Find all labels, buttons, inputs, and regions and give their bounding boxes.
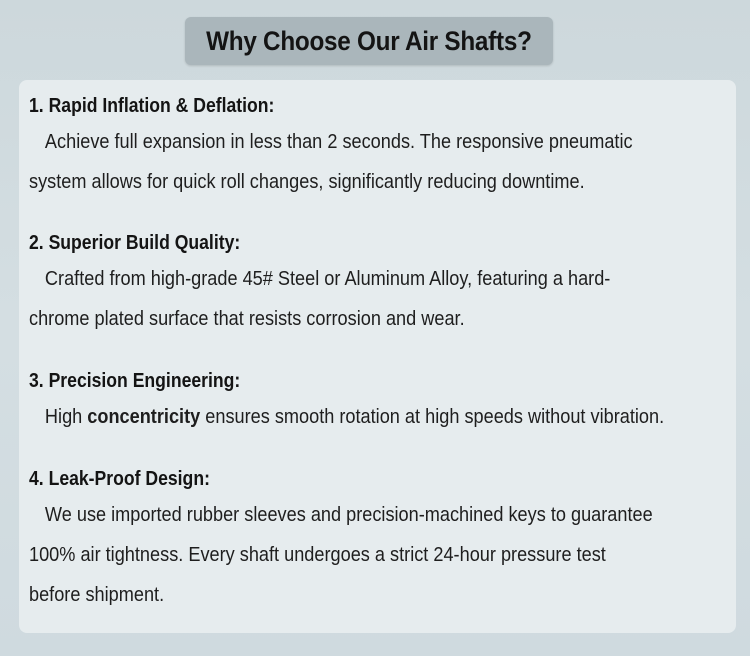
- feature-text-line: We use imported rubber sleeves and precision-machined keys to guarantee: [44, 503, 653, 526]
- feature-text-pre: High: [44, 405, 88, 428]
- feature-text-line: system allows for quick roll changes, significantly reducing downtime.: [29, 170, 585, 193]
- title-banner: [185, 17, 553, 65]
- feature-text-line: 100% air tightness. Every shaft undergoes a strict 24-hour pressure test: [29, 543, 606, 566]
- feature-text-line: Achieve full expansion in less than 2 seconds. The responsive pneumatic: [44, 130, 633, 153]
- feature-description: [29, 259, 730, 339]
- feature-text-post: ensures smooth rotation at high speeds without vibration.: [200, 405, 665, 428]
- feature-description: [29, 397, 730, 437]
- feature-section-inflation: [29, 90, 730, 202]
- feature-heading: 2. Superior Build Quality:: [29, 232, 241, 254]
- feature-heading: 1. Rapid Inflation & Deflation:: [29, 95, 275, 117]
- features-card: [19, 80, 736, 633]
- feature-description: [29, 122, 730, 202]
- feature-text-line: chrome plated surface that resists corrosion and wear.: [29, 307, 465, 330]
- feature-heading: 3. Precision Engineering:: [29, 370, 241, 392]
- feature-description: [29, 495, 730, 615]
- feature-text-line: before shipment.: [29, 583, 165, 606]
- feature-text-line: Crafted from high-grade 45# Steel or Aluminum Alloy, featuring a hard-: [44, 267, 611, 290]
- feature-section-leak-proof: [29, 463, 730, 615]
- feature-section-build-quality: [29, 227, 730, 339]
- page-title: Why Choose Our Air Shafts?: [206, 25, 532, 56]
- feature-section-precision: [29, 365, 730, 437]
- feature-text-line: [29, 397, 665, 437]
- feature-text-emphasis: concentricity: [87, 405, 201, 428]
- feature-heading: 4. Leak-Proof Design:: [29, 468, 210, 490]
